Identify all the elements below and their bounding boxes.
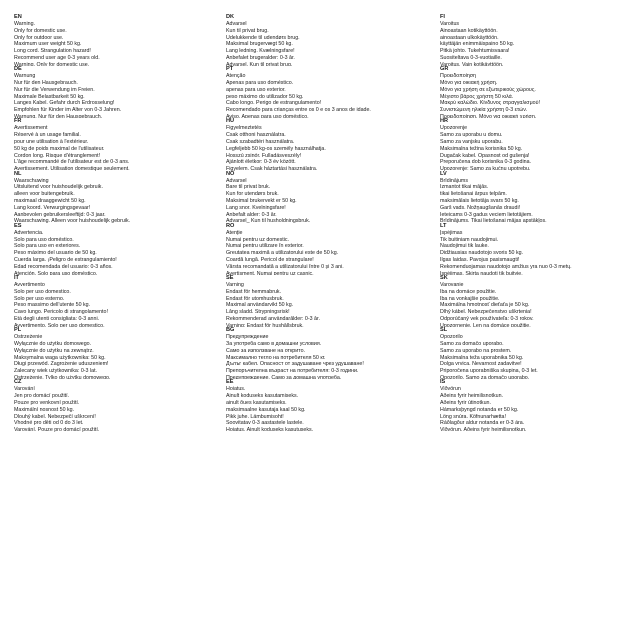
warning-line: Upozornenie. Len na domáce použitie.: [440, 322, 531, 328]
warning-line: Kun til privat brug.: [226, 27, 269, 34]
warning-line: Dugačak kabel. Opasnost od gušenja!: [440, 152, 530, 159]
language-code: NL: [14, 170, 22, 177]
language-block: [440, 327, 628, 379]
warning-line: Cavo lungo. Pericolo di strangolamento!: [14, 309, 108, 316]
warning-line: pour une utilisation à l'extérieur.: [14, 138, 89, 145]
language-code: HR: [440, 118, 449, 125]
language-code: HU: [226, 118, 235, 125]
language-block: [14, 379, 226, 431]
language-code: GR: [440, 66, 449, 73]
warning-line: За употреба само в домашни условия.: [226, 340, 322, 347]
warning-line: Solo para uso en exteriores.: [14, 243, 81, 250]
warning-line: Didžiausias naudotojo svoris 50 kg.: [440, 250, 524, 257]
warning-line: Langes Kabel. Gefahr durch Erdrosselung!: [14, 100, 115, 107]
warning-line: Upozorenje: [440, 125, 468, 132]
warning-line: Warning.: [14, 21, 35, 27]
language-code: PL: [14, 327, 22, 334]
warning-line: Μόνο για χρήση σε εξωτερικούς χώρους.: [440, 86, 536, 93]
warning-line: Samo za vanjsku uporabu.: [440, 138, 503, 145]
language-code: FR: [14, 118, 22, 125]
warning-line: Avertissement. Utilisation domestique seulement.: [14, 166, 130, 171]
language-column: [440, 14, 628, 432]
warning-line: Μέγιστο βάρος χρήστη 50 κιλά.: [440, 93, 514, 100]
warning-line: Ainult koduseks kasutamiseks.: [226, 393, 299, 400]
warning-line: Numai pentru uz domestic.: [226, 236, 290, 243]
warning-line: Viðvörun: [440, 386, 461, 393]
warning-line: Maximum user weight 50 kg.: [14, 41, 82, 48]
warning-line: Maksimal brugervægt 50 kg.: [226, 41, 293, 48]
warning-line: Anbefalet brugeralder: 0-3 år.: [226, 54, 295, 61]
warning-line: Aviso. Apenas para uso doméstico.: [226, 113, 309, 119]
warning-line: Rekomenduojamas naudotojo amžius yra nuo 0-3 metų.: [440, 263, 572, 270]
warning-line: Endast för hemmabruk.: [226, 288, 282, 295]
warning-line: ainult õues kasutamiseks.: [226, 399, 287, 406]
warning-line: Advarsel: [226, 177, 247, 184]
language-code: PT: [226, 66, 234, 73]
warning-line: Figyelem. Csak háztartási használatra.: [226, 166, 318, 171]
language-block: [14, 14, 226, 66]
language-code: SE: [226, 274, 234, 281]
language-block: [14, 327, 226, 379]
warning-line: Maksimal brukervekt er 50 kg.: [226, 197, 297, 204]
warning-line: Cordon long. Risque d'étranglement!: [14, 152, 101, 159]
warning-line: Edad recomendada del usuario: 0-3 años.: [14, 263, 113, 270]
warning-line: Aðeins fyrir útinotkun.: [440, 399, 491, 406]
warning-line: Legfeljebb 50 kg-os személy használhatja.: [226, 145, 326, 152]
warning-line: alleen voor buitengebruik.: [14, 191, 75, 198]
warning-line: Lang koord. Verwurgingsgevaar!: [14, 204, 91, 211]
warning-line: Solo per uso domestico.: [14, 288, 71, 295]
warning-line: Nur für den Hausgebrauch.: [14, 79, 78, 86]
warning-line: Długi przewód. Zagrożenie uduszeniem!: [14, 361, 109, 368]
warning-line: Priporočena uporabniška skupina, 0-3 let.: [440, 368, 538, 375]
language-block: [226, 118, 440, 170]
warning-line: Wyłącznie do użytku na zewnątrz.: [14, 347, 94, 354]
warning-line: Lang snor. Kvelningsfare!: [226, 204, 286, 211]
warning-line: Maksimalna težina korisnika 50 kg.: [440, 145, 523, 152]
language-block: [226, 14, 440, 66]
language-code: RO: [226, 222, 235, 229]
language-block: [14, 118, 226, 170]
warning-line: Varoitus. Vain kotikäyttöön.: [440, 61, 504, 67]
warning-line: Izmantot tikai mājās.: [440, 184, 489, 191]
language-code: SL: [440, 327, 448, 334]
warning-line: Προειδοποίηση: [440, 73, 477, 80]
warning-line: 50 kg de poids maximal de l'utilisateur.: [14, 145, 105, 152]
language-code: SK: [440, 274, 448, 281]
warning-line: Vârsta recomandată a utilizatorului între 0 și 3 ani.: [226, 263, 344, 270]
warning-line: L'âge recommandé de l'utilisateur est de 0-3 ans.: [14, 159, 130, 166]
warning-line: maksimālais lietotāja svars 50 kg.: [440, 197, 519, 204]
language-code: IS: [440, 379, 446, 386]
warning-line: Aðeins fyrir heimilisnotkun.: [440, 393, 503, 400]
language-block: [14, 275, 226, 327]
warning-line: Dolga vrvica. Nevarnost zadavitve!: [440, 361, 522, 368]
warning-line: Ilgas laidas. Pavojus pasismaugti!: [440, 256, 520, 263]
warning-line: Vhodné pro děti od 0 do 3 let.: [14, 420, 84, 427]
language-code: LT: [440, 222, 447, 229]
warning-line: Kun for utendørs bruk.: [226, 191, 279, 198]
language-block: [440, 223, 628, 275]
language-code: LV: [440, 170, 447, 177]
warning-line: Long cord. Strangulation hazard!: [14, 48, 91, 55]
warning-line: Advarsel_ Kun til husholdningsbruk.: [226, 218, 311, 223]
warning-line: Brīdinājums. Tikai lietošanai mājas apstākļos.: [440, 218, 547, 223]
warning-line: Maksimalna teža uporabnika 50 kg.: [440, 354, 524, 361]
warning-line: Opozorilo. Samo za domačo uporabo.: [440, 374, 530, 380]
warning-line: Zalecany wiek użytkownika: 0-3 lat.: [14, 368, 98, 375]
warning-line: Varování: [14, 386, 35, 393]
warning-line: apenas para uso exterior.: [226, 86, 286, 93]
warning-line: Само за използване на открито.: [226, 347, 305, 354]
warning-line: Recomendado para crianças entre os 0 e os 3 anos de idade.: [226, 107, 371, 114]
warning-line: Maximální nosnost 50 kg.: [14, 406, 75, 413]
warning-line: Advarsel: [226, 21, 247, 27]
warning-line: Aanbevolen gebruikersleeftijd: 0-3 jaar.: [14, 211, 106, 218]
warning-line: Hosszú zsinór. Fulladásveszély!: [226, 152, 302, 159]
warning-line: Waarschuwing. Alleen voor huishoudelijk gebruik.: [14, 218, 131, 223]
warning-line: Cabo longo. Perigo de estrangulamento!: [226, 100, 322, 107]
language-block: [440, 379, 628, 431]
language-block: [440, 118, 628, 170]
warning-line: Csak otthoni használatra.: [226, 132, 286, 139]
warning-line: Anbefalt alder: 0-3 år.: [226, 211, 277, 218]
warning-line: Hoiatus.: [226, 386, 246, 393]
warning-line: Lång sladd. Strypningsrisk!: [226, 309, 290, 316]
warning-line: Garš vads. Nožņaugšanās draudi!: [440, 204, 521, 211]
warning-line: Hoiatus. Ainult koduseks kasutuseks.: [226, 427, 314, 432]
language-code: EE: [226, 379, 234, 386]
warning-line: Lang ledning. Kvælningsfare!: [226, 48, 295, 55]
warning-line: Coardă lungă. Pericol de strangulare!: [226, 256, 314, 263]
warning-line: Varning: Endast för hushållsbruk.: [226, 322, 304, 328]
warning-line: Upozorenje: Samo za kućnu upotrebu.: [440, 166, 531, 171]
warning-line: Solo per uso esterno.: [14, 295, 65, 302]
language-block: [226, 379, 440, 431]
warning-line: maximaal draaggewicht 50 kg.: [14, 197, 86, 204]
warning-line: Naudojimui tik lauke.: [440, 243, 489, 250]
warning-line: ainoastaan ulkokäyttöön.: [440, 34, 499, 41]
warning-line: Endast för utomhusbruk.: [226, 295, 284, 302]
language-code: BG: [226, 327, 235, 334]
warning-line: Soovitatav 0-3 aastastele lastele.: [226, 420, 304, 427]
language-block: [226, 327, 440, 379]
language-block: [14, 223, 226, 275]
language-block: [226, 66, 440, 118]
warning-line: Максимално тегло на потребителя 50 кг.: [226, 354, 326, 361]
language-code: EN: [14, 14, 22, 20]
warning-line: Rekommenderad användarålder: 0-3 år.: [226, 315, 320, 322]
warning-line: Varování. Pouze pro domácí použití.: [14, 427, 100, 432]
warning-line: Atenție: [226, 229, 243, 236]
warning-line: Tik buitiniam naudojimui.: [440, 236, 499, 243]
warning-line: Atención. Solo para uso doméstico.: [14, 270, 98, 275]
warning-line: Peso massimo dell'utente 50 kg.: [14, 302, 91, 309]
warning-line: Preporučena dob korisnika 0-3 godina.: [440, 159, 531, 166]
warning-line: Età degli utenti consigliata: 0-3 anni.: [14, 315, 100, 322]
language-block: [226, 223, 440, 275]
warning-line: Maksymalna waga użytkownika: 50 kg.: [14, 354, 106, 361]
warning-line: Warning. Only for domestic use.: [14, 61, 90, 67]
warning-line: Ieteicams 0-3 gadus veciem lietotājiem.: [440, 211, 533, 218]
warning-line: Μόνο για οικιακή χρήση.: [440, 79, 498, 86]
warning-line: Nur für die Verwendung im Freien.: [14, 86, 95, 93]
warning-line: Uitsluitend voor huishoudelijk gebruik.: [14, 184, 103, 191]
warning-line: Avvertimento: [14, 281, 45, 288]
warning-line: Ráðlagður aldur notanda er 0-3 ára.: [440, 420, 525, 427]
language-block: [226, 275, 440, 327]
language-block: [14, 66, 226, 118]
warning-line: Réservé à un usage familial.: [14, 132, 81, 139]
warning-line: Ainoastaan kotikäyttöön.: [440, 27, 498, 34]
warning-line: Hámarksþyngd notanda er 50 kg.: [440, 406, 519, 413]
language-code: ES: [14, 222, 22, 229]
language-block: [14, 171, 226, 223]
warning-line: peso máximo do utilizador 50 kg.: [226, 93, 304, 100]
warning-line: Ostrzeżenie: [14, 334, 43, 341]
warning-line: Löng snúra. Köfnunarhætta!: [440, 413, 506, 420]
warning-line: Препоръчителна възраст на потребителя: 0-3 години.: [226, 368, 359, 375]
warning-line: Greutatea maximă a utilizatorului este de 50 kg.: [226, 250, 339, 257]
warning-line: Varning: [226, 281, 244, 288]
warning-line: Peso máximo del usuario de 50 kg.: [14, 250, 97, 257]
warning-line: Maximálna hmotnosť dieťaťa je 50 kg.: [440, 302, 530, 309]
warning-line: Iba na domáce použitie.: [440, 288, 497, 295]
warning-line: Atenção: [226, 73, 246, 80]
warning-line: Recommend user age 0-3 years old.: [14, 54, 100, 61]
warning-line: Μακρύ καλώδιο. Κίνδυνος στραγγαλισμού!: [440, 100, 540, 107]
warning-line: Wyłącznie do użytku domowego.: [14, 340, 92, 347]
warning-line: Udelukkende til udendørs brug.: [226, 34, 300, 41]
language-block: [440, 275, 628, 327]
warning-line: Empfohlen für Kinder im Alter von 0-3 Jahren.: [14, 107, 122, 114]
warning-line: Įspėjimas: [440, 229, 463, 236]
warning-line: Avvertimento. Solo per uso domestico.: [14, 322, 105, 328]
language-code: IT: [14, 274, 19, 281]
warning-line: Brīdinājums: [440, 177, 468, 184]
warning-line: Pouze pro venkovní použití.: [14, 399, 80, 406]
warning-line: Varoitus: [440, 21, 460, 27]
warning-line: Only for outdoor use.: [14, 34, 64, 41]
warning-line: Waarschuwing: [14, 177, 49, 184]
warning-line: Ajánlott életkor: 0-3 év között.: [226, 159, 296, 166]
warning-line: Suositeltava 0-3-vuotiaille.: [440, 54, 502, 61]
warning-line: Avertissement: [14, 125, 48, 132]
warning-line: Συνιστώμενη ηλικία χρήστη 0-3 ετών.: [440, 107, 528, 114]
warning-line: maksimaalne kasutaja kaal 50 kg.: [226, 406, 306, 413]
warning-line: Samo za uporabu u domu.: [440, 132, 503, 139]
warning-line: Dlouhý kabel. Nebezpečí uškrcení!: [14, 413, 96, 420]
warning-line: Avertisment. Numai pentru uz casnic.: [226, 270, 314, 275]
warning-line: Advarsel. Kun til privat brug.: [226, 61, 293, 67]
language-block: [226, 171, 440, 223]
warning-line: Samo za uporabo na prostem.: [440, 347, 512, 354]
warning-line: Only for domestic use.: [14, 27, 67, 34]
warning-line: tikai lietošanai ārpus telpām.: [440, 191, 507, 198]
warning-line: Samo za domačo uporabo.: [440, 340, 504, 347]
warning-line: Pikk juhe. Lämbumisoht!: [226, 413, 284, 420]
warning-line: Apenas para uso doméstico.: [226, 79, 294, 86]
language-code: DE: [14, 66, 22, 73]
language-column: [14, 14, 226, 432]
warning-line: Предупреждение. Само за домашна употреба.: [226, 374, 342, 380]
warning-line: Warnung. Nur für den Hausgebrauch.: [14, 113, 103, 119]
warning-line: Jen pro domácí použití.: [14, 393, 70, 400]
warning-line: Dlhý kábel. Nebezpečenstvo uškrtenia!: [440, 309, 532, 316]
warning-line: Csak szabadtéri használatra.: [226, 138, 295, 145]
warning-line: Дълъг кабел. Опасност от задушаване чрез удушаване!: [226, 361, 364, 368]
warning-line: Προειδοποίηση. Μόνο για οικιακή χρήση.: [440, 113, 537, 119]
language-code: CZ: [14, 379, 22, 386]
warning-line: Numai pentru utilizare în exterior.: [226, 243, 304, 250]
warning-line: Maximale Belastbarkeit 50 kg.: [14, 93, 85, 100]
language-code: FI: [440, 14, 445, 20]
warning-line: Iba na vonkajšie použitie.: [440, 295, 500, 302]
language-block: [440, 14, 628, 66]
language-block: [440, 171, 628, 223]
language-code: DK: [226, 14, 235, 20]
warning-line: Viðvörun. Aðeins fyrir heimilisnotkun.: [440, 427, 527, 432]
warning-line: Figyelmeztetés: [226, 125, 262, 132]
warning-line: Advertencia.: [14, 229, 44, 236]
warning-line: Įspėjimas. Skirta naudoti tik buityje.: [440, 270, 523, 275]
warning-line: Opozorilo: [440, 334, 463, 341]
warning-line: Varovanie: [440, 281, 464, 288]
warning-line: käyttäjän enimmäispaino 50 kg.: [440, 41, 515, 48]
warning-line: Cuerda larga. ¡Peligro de estrangulamiento!: [14, 256, 117, 263]
warning-line: Pitkä johto. Tukehtumisvaara!: [440, 48, 510, 55]
warning-line: Warnung: [14, 73, 36, 80]
language-column: [226, 14, 440, 432]
warning-line: Maximal användarvikt 50 kg.: [226, 302, 294, 309]
warning-line: Solo para uso doméstico.: [14, 236, 74, 243]
warning-line: Предупреждение: [226, 334, 269, 341]
warning-line: Ostrzeżenie. Tylko do użytku domowego.: [14, 374, 111, 380]
warning-line: Odporúčaný vek používateľa: 0-3 rokov.: [440, 315, 534, 322]
language-columns: [14, 14, 630, 432]
language-block: [440, 66, 628, 118]
language-code: NO: [226, 170, 235, 177]
warning-line: Bare til privat bruk.: [226, 184, 271, 191]
